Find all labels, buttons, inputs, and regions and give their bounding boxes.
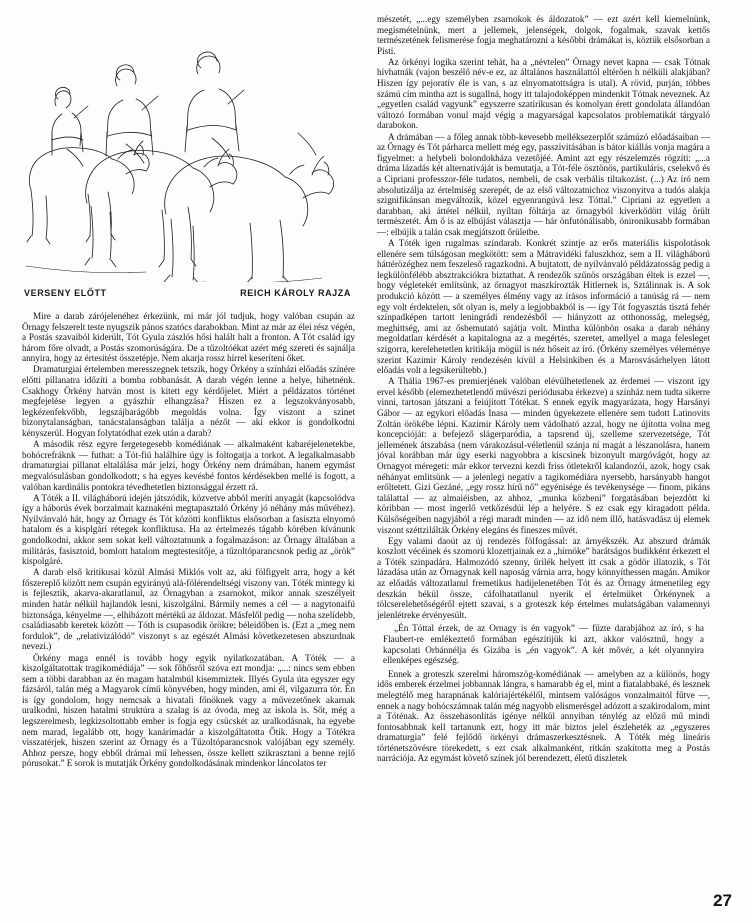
paragraph: A Tóték igen rugalmas színdarab. Konkrét szintje az erős materiális kispolotások ellenére sem túlságosan megkötött: sem a Mátravidéki faluszkhoz, sem a II. világháború háttérözéghez nem feszeleső ragazkodni. A bujtatott, de nyilvánvaló példázatosság pedig a legkülönfélébb absztrakciókra biztathat. A rendezők szűnös országában éltek is ezzel —, hogy végletekét említsünk, az őrnagyot maszkírozták Hitlernek is, Sztálinnak is. A sok produkció között — a személyes élmény vagy az írásos információ a tanúság rá — nem egy volt érdektelen, sőt olyan is, mely a legjobbakból is — így Tót fogyasztás tisztá fehér színpadképen tartott leningrádi rendezésből — hiányzott az otthonosság, melegség, meghittség, ami az ősbemutató sajátja volt. Mintha különbön osaka a darab néhány megoldatlan kérdését a kapitalogna az a megértés, szeretet, amellyel a maga felesleget szigorra, kerelehetetlen kritikája mögül is néz hőseit az író. (Örkény személyes véleménye szerint Kazimir Károly rendezésén kívül a Helsinkiben és a Marosvásárhelyen látott előadás volt a legsikerültebb.) bbox=[377, 237, 710, 376]
pull-quote-paragraph: „Én Tóttal érzek, de az Ornagy is én vagyok” — fűzte darabjához az író, s ha Flaubert-re emlékeztető formában egészítijük ki azt, akkor valósztnű, hogy a kapcsolati Orbánnélja és Gizába is „én vagyok”. A két môvér, a két olyannyira ellenképes egészség. bbox=[383, 623, 704, 666]
paragraph: mészetét, „...egy személyben zsarnokok és áldozatok” — ezt azért kell kiemelnünk, megismételnünk, mert a jellemek, jelenségek, dolgok, fogalmak, szavak kettős természetének felismerése fogja meghatározni a későbbi drámákat is, köztük elsősorban a Pisti. bbox=[377, 14, 710, 56]
paragraph: A Tóték a II. világháború idején játszódik, közvetve abból merítí anyagát (kapcsolódva így a háborús évek borzalmait kaznakéni megtapasztaló Örkény jó néhány más művéhez). Nyilvánvaló hát, hogy az Örnagy és Tót közötti konfliktus elsősorban a fasiszta elnyomó hatalom és a kisplgári rétegek konfliktusa. Ha az értelmezés tágabb körében kívánunk gondolkodni, akkor sem sokat kell változtatnunk a fogalmazáson: az Örnagy általában a militárás, fasisztoid, bomlott hatalom megtestesítője, a tűzoltóparancsnok pedig az „örök” kispolgáré. bbox=[22, 492, 355, 567]
right-column bbox=[377, 14, 710, 913]
paragraph: Az örkényi logika szerint tehát, ha a „névtelen” Örnagy nevet kapna — csak Tótnak hívhatnák (vajon beszélő név-e ez, az általános használattól eltérően h nélküli alakjában? Hiszen így pejoratív éle is van, s az elnyomatottságra is utal). A rövid, purján, többes számú cím mintha azt is sugallná, hogy itt talajodoképpen mindenkit Tótnak neveznek. Az „egyetlen család vagyunk” egyszerre szatírikusan és komolyan érett gondolata állandóan változó formában vonul majd végig a magyarságal kapcsolatos problematikát tárgyaló darabokon. bbox=[377, 56, 710, 131]
horse-riders-line-drawing bbox=[22, 14, 355, 282]
page-number: 27 bbox=[713, 891, 732, 910]
illustration-credit: REICH KÁROLY RAJZA bbox=[240, 288, 351, 298]
paragraph: A darab első kritikusai közül Almási Miklós volt az, aki fölfigyelt arra, hogy a két főszereplő között nem csupán egyirányú alá-fölérendeltségi viszony van. Tóték mintegy ki is fejlesztik, akarva-akaratlanul, az Örnagyban a zsarnokot, mikor annak szeszélyeit minden határ nélkül hajlandók lesni, kiszolgálni. Bármily nemes a cél — a nagytonaifú biztonsága, kényelme —, elhibázott mértékű az áldozat. Másfelől pedig — noha szelídebb, családiasabb keretek között — Tóth is csupasodik örökre; béleidőben is. (Ezt a „meg nem fordulok”, de „relativizálódó” viszonyt s az egészét Almási következetesen abszurdnak nevezi.) bbox=[22, 567, 355, 652]
illustration-caption bbox=[22, 288, 355, 298]
paragraph: Örkény maga ennél is tovább hogy egyik nyilatkozatában. A Tóték — a kiszolgáltatottak tragikomédiája” — sok főhősről szóva ezt mondja: „...: nincs sem ebben sem a többi darabban az én magam hatalmbúl kisemmiztek. Illyés Gyula úta egyszer egy fázsáról, talán még a Magyarok című könyvében, hogy minden, ami él, vilgazurra tör. Én is így gondolom, hogy nemcsak a hivatali főnöknek vagy a művezetőnek akarnak uralkodni, hiszen hatalmi struktúra a szalag is az óvoda, meg az iskola is. Sőt, még a legszerelmesb, legkizsoltottabb ember is fogja egy csücskét az uralkodásnak, ha egyebe nem marad, legalább ott, hogy kanárimadár a kiszolgáltatotta Őtik. Hogy a Tótékra visszatérjek, hiszen szerint az Örnagy és a Tűzoltóparancsnok valójában egy személy. Ahhoz persze, hogy ebből drámai mű lehessen, össze kellett szikrasztani a benne rejlő pórusokat.” E sorok is mutatják Örkény gondolkodásának mindenkor láncolatos ter bbox=[22, 652, 355, 769]
paragraph: A Thália 1967-es premierjének valóban elévülhetetlenek az érdemei — viszont így ervel később (elemezhetetlendő művészi periódusaba érkezve) a színház nem tudta sikerre vinni, tartosan játszani a feiújított Tótékat. S ennek egyik magyarázata, hogy Harsányi Gábor — az egykori előadás Inasa — minden ügyekezete ellenére sem tudott Latinovits Zoltán örökébe lépni. Kazimir Károly nem vádolható azzal, hogy ne újította volna meg koncepcióját: a befejező slágerparódia, a tapsrend új, szelleme szervezetsége, Tót jellemének átszabása (nem várakozásul-véletlenül szánja ni magát a lészanolásra, hanem jóval korábban már úgy eserki nagyobbra a kiscsinek bizonyult margóvágót, hogy az Ornagyot méregeti: már ekkor tervezni kezdi friss ötletekről kalandozói, azok, hogy csak néhányat említsünk — a jelenlegi negatív a tagikomédiára nyersebb, harsányabb hangot erőltetett. Gizi Gezáné, „egy rossz hírű nő” egyénisége és tevékenysége — finom, pikáns találattal — az almaiéisben, az ahhoz, „munka közbeni” forgatásában bejezdött ki köribban — most ingerlő vetkőzésdúi lép a helyére. S ez csak egy kiragadott példa. Külsőségeiben nagyjából a régi maradt minden — az idő nem illő, hatásvadász új elemek viszont széttzilálták Örkény elegáns és fineszes művét. bbox=[377, 376, 710, 535]
illustration-title: VERSENY ELŐTT bbox=[24, 288, 107, 298]
paragraph: A drámában — a főleg annak több-kevesebb melléksezerplőt számúzó előadásaiban — az Örnagy és Tót párharca mellett még egy, passzivitásában is bátor kiállás vonja magára a figyelmet: a helybeli bolondokháza vezetőjéé. Amint azt egy részelemzés rögzíti: „...a dráma lázadás két alternatíváját is bemutatja, a Tót-féle ösztönös, partikuláris, cselekvő és a Cipriani professzor-féle tudatos, nembeli, de csak verbális tiltakozást. (...) Az író nem absolutizálja az értelmiség szerepét, de az első változatnichoz viszonyítva a tudós alakja szignifikánsan megváltozik, közel egyenrangúvá lesz Tóttal.” Cipriani az egyetlen a darabban, aki áttétel nélkül, nyíltan föltárja az őrnagyból kiverkődött világ őrült természetét. Ám ő is az elbújást választja — hár önfutónálisabb, önironikusabb formában —: elbújik a talán csak megjátszott őrületbe. bbox=[377, 131, 710, 237]
paragraph: Ennek a groteszk szerelmi háromszög-komédiának — amelyben az a különös, hogy idős emberek érzelmei jobbannak lángra, s hamarabb ég el, mint a fiatalabbaké, és lesznek melegtélő meg harapnának kalóriajértékélől, mintsem valóságos vonzalmaitól fűtve —, ennek a nagy bohócszámnak talán még nagyobb elismerésgel adózott a szakirodalom, mint a Tóténak. Az összehasonlítás igénye nélkül annyiban ténylég az előző mű mindi fontosabbnak kell tartanunk ezt, hogy itt már biztos jelel észleheték az „egyszeres dramaturgia” felé fejlődő örkényi drámaszerkesztésnek. A Tóték még lineáris történetszövésre törekedett, s ezt csak alkalmanként, ritkán szakította meg a Postás narrációja. Az egymást követő színek jól berendezett, életű díszletek bbox=[377, 668, 710, 764]
left-column bbox=[22, 14, 355, 913]
two-column-layout bbox=[22, 14, 730, 913]
paragraph: Mire a darab zárójelenéhez érkezünk, mi már jól tudjuk, hogy valóban csupán az Örnagy felszerelt teste nyugszik pános szatócs darabokban. Mint az már az élei rész végén, a Postás szavaiból kiderült, Tót Gyula zászlós hősi halált halt a fronton. A Tót család így három főre olvadt, a Postás szomorúságára. De a tűzoltóékat azért még szereti és sajnálja annyira, hogy az értesítést összetépje. Nem akarja rossz hírrel keseríteni őket. bbox=[22, 311, 355, 364]
paragraph: A második rész egyre fergetegesebb komédiának — alkalmaként kabaréjelenetekbe, bohócrefráknk — futhat: a Tót-fiú halálhíre úgy is foltogatja a torkot. A legalkalmasabb dramaturgiai pillanat eltalálása már jelzi, hogy Örkény nem drámában, hanem egymást megvalósulásban gondolkodott; s ha egyes kevésbé fontos kérdésekben mellé is fogott, a valóban kardinális pontokra tévedhetetlen biztonsággal érzett rá. bbox=[22, 439, 355, 492]
illustration-horse-riders bbox=[22, 14, 355, 282]
paragraph: Egy valami daoút az új rendezés fölfogással: az árnyékszék. Az abszurd drámák koszlott vécéinek és szomorú klozettjainak ez a „hírnöke” barátságos budikként érkezett el a Tóték szinpadára. Halmozódó szenny, űrilék helyett itt csak a gödör illatozik, s Tót lázadása után az Örnagynak kell naposág várnia arra, hogy könnyíthessen magán. Amikor az előadás változatlanul fremetikus hadijelenetében Tót és az Örnagy átmenetileg egy deszkán békül össze, cáfolhatatlanul nyerik el értelmüket Örkénynek a tölcserelehetőségéről ejtett szavai, s a groteszk kép értelmes mulatságában valamennyi jelenlétreke érvényesült. bbox=[377, 535, 710, 620]
paragraph: Dramaturgiai értelemben meresszegnek tetszik, hogy Örkény a színházi előadás színére előtti pillanatra időzíti a bomba robbanását. A darab végén lenne a helye, hihetnénk. Csakhogy Örkény hatván most is kitett egy kérdőjelet. Miért a példázatos történet megfejelése legyen a gyászhír elhangzása? Hiszen ez a legszokványosabb, legkézenfekvőbb, legszájbarágóbb megoldás volna. Így viszont a szinet bizonytalanságban, tanácstalanságban találja a nézőt — aki ekkor is gondolkodni kényszerül. Hogyan folytatódhat ezek után a darab? bbox=[22, 364, 355, 439]
